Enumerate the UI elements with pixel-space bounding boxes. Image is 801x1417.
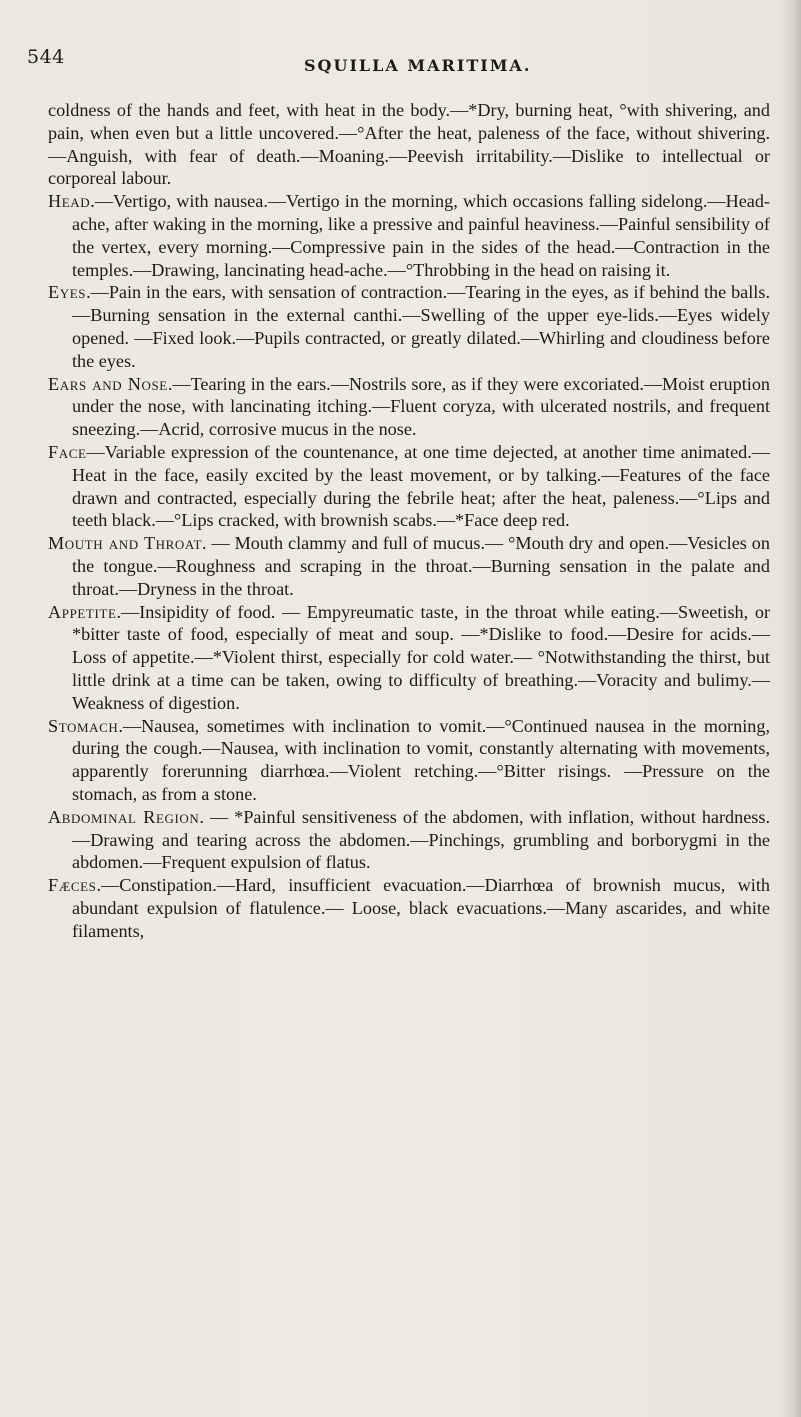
section-heading: Ears and Nose [48, 373, 168, 394]
section-appetite [48, 601, 770, 715]
section-faeces [48, 874, 770, 942]
section-text: .—Tearing in the ears.—Nostrils sore, as if they were excoriated.—Moist eruption under the nose, with lancinating itching.—Fluent coryza, with ulcerated nostrils, and frequent sneezing.—Acrid, corrosive mucus in the nose. [72, 373, 771, 440]
body-text [48, 99, 770, 942]
section-text: .—Insipidity of food. — Empyreumatic taste, in the throat while eating.—Sweetish, or *bitter taste of food, especially of meat and soup. —*Dislike to food.—Desire for acids.— Loss of appetite.—*Violent thirst, especially for cold water.— °Notwithstanding the thirst, but little drink at a time can be taken, owing to difficulty of breathing.—Voracity and bulimy.— Weakness of digestion. [72, 601, 770, 713]
section-abdominal-region [48, 806, 770, 874]
section-text: —Variable expression of the countenance, at one time dejected, at another time animated.—Heat in the face, easily excited by the least movement, or by talking.—Features of the face drawn and contracted, especially during the febrile heat; after the heat, paleness.—°Lips and teeth black.—°Lips cracked, with brownish scabs.—*Face deep red. [72, 441, 770, 531]
section-face [48, 441, 770, 532]
section-mouth-and-throat [48, 532, 770, 600]
section-heading: Head [48, 191, 91, 212]
running-head: SQUILLA MARITIMA. [304, 56, 532, 75]
section-heading: Abdominal Region [48, 806, 200, 827]
page-edge-shadow [779, 0, 801, 1417]
section-head [48, 190, 770, 281]
section-ears-and-nose [48, 373, 770, 441]
page-number: 544 [27, 46, 65, 68]
paragraph-continuation [48, 99, 770, 190]
section-heading: Face [48, 441, 87, 462]
section-heading: Mouth and Throat [48, 533, 203, 554]
section-text: . — Mouth clammy and full of mucus.— °Mouth dry and open.—Vesicles on the tongue.—Roughness and scraping in the throat.—Burning sensation in the palate and throat.—Dryness in the throat. [72, 533, 770, 599]
section-stomach [48, 715, 770, 806]
section-text: . — *Painful sensitiveness of the abdomen, with inflation, without hardness.—Drawing and tearing across the abdomen.—Pinchings, grumbling and borborygmi in the abdomen.—Frequent expulsion of flatus. [72, 806, 771, 873]
section-heading: Stomach [48, 715, 119, 736]
section-text: .—Pain in the ears, with sensation of contraction.—Tearing in the eyes, as if behind the balls.—Burning sensation in the external canthi.—Swelling of the upper eye-lids.—Eyes widely opened. —Fixed look.—Pupils contracted, or greatly dilated.—Whirling and cloudiness before the eyes. [72, 282, 770, 371]
section-heading: Eyes [48, 282, 87, 303]
section-eyes [48, 281, 770, 372]
section-heading: Fæces [48, 875, 97, 896]
section-heading: Appetite [48, 601, 117, 622]
section-text: .—Nausea, sometimes with inclination to vomit.—°Continued nausea in the morning, during the cough.—Nausea, with inclination to vomit, constantly alternating with movements, apparently forerunning diarrhœa.—Violent retching.—°Bitter risings. —Pressure on the stomach, as from a stone. [72, 715, 770, 804]
paragraph-text: coldness of the hands and feet, with heat in the body.—*Dry, burning heat, °with shivering, and pain, when even but a little uncovered.—°After the heat, paleness of the face, without shivering. —Anguish, with fear of death.—Moaning.—Peevish irritability.—Dislike to intellectual or corporeal labour. [48, 100, 770, 189]
section-text: .—Vertigo, with nausea.—Vertigo in the morning, which occasions falling sidelong.—Head-ache, after waking in the morning, like a pressive and painful heaviness.—Painful sensibility of the vertex, every morning.—Compressive pain in the sides of the head.—Contraction in the temples.—Drawing, lancinating head-ache.—°Throbbing in the head on raising it. [72, 191, 770, 280]
section-text: .—Constipation.—Hard, insufficient evacuation.—Diarrhœa of brownish mucus, with abundant expulsion of flatulence.— Loose, black evacuations.—Many ascarides, and white filaments, [72, 875, 770, 941]
